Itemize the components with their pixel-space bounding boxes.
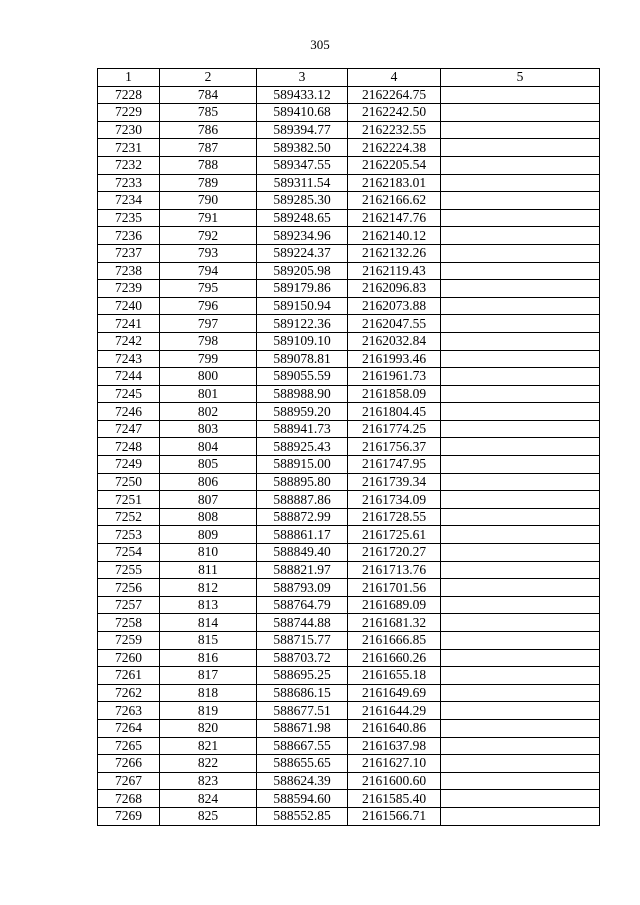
table-cell: 589078.81 xyxy=(257,350,348,368)
table-row xyxy=(98,456,600,474)
table-cell: 2161961.73 xyxy=(348,368,441,386)
table-cell: 7257 xyxy=(98,596,160,614)
table-cell: 7256 xyxy=(98,579,160,597)
table-cell: 2162032.84 xyxy=(348,332,441,350)
table-row xyxy=(98,737,600,755)
table-cell xyxy=(441,174,600,192)
table-row xyxy=(98,385,600,403)
table-cell: 797 xyxy=(160,315,257,333)
table-cell: 589224.37 xyxy=(257,244,348,262)
table-cell: 588655.65 xyxy=(257,755,348,773)
table-cell: 823 xyxy=(160,772,257,790)
table-cell: 589248.65 xyxy=(257,209,348,227)
table-row xyxy=(98,403,600,421)
table-cell: 802 xyxy=(160,403,257,421)
table-cell xyxy=(441,280,600,298)
table-cell: 7229 xyxy=(98,104,160,122)
table-cell: 2162096.83 xyxy=(348,280,441,298)
table-cell: 2162242.50 xyxy=(348,104,441,122)
column-header: 2 xyxy=(160,69,257,87)
table-cell xyxy=(441,244,600,262)
table-cell: 2161637.98 xyxy=(348,737,441,755)
table-row xyxy=(98,139,600,157)
table-cell: 588764.79 xyxy=(257,596,348,614)
table-row xyxy=(98,807,600,825)
table-cell xyxy=(441,632,600,650)
table-cell: 7247 xyxy=(98,420,160,438)
table-cell: 2161739.34 xyxy=(348,473,441,491)
table-cell: 7237 xyxy=(98,244,160,262)
table-cell: 7248 xyxy=(98,438,160,456)
table-cell: 820 xyxy=(160,719,257,737)
table-cell: 7240 xyxy=(98,297,160,315)
table-row xyxy=(98,719,600,737)
table-cell: 588695.25 xyxy=(257,667,348,685)
table-row xyxy=(98,491,600,509)
table-cell: 2162224.38 xyxy=(348,139,441,157)
table-cell xyxy=(441,385,600,403)
table-row xyxy=(98,420,600,438)
table-cell xyxy=(441,790,600,808)
table-cell: 816 xyxy=(160,649,257,667)
table-cell: 7235 xyxy=(98,209,160,227)
table-cell xyxy=(441,491,600,509)
table-cell: 588959.20 xyxy=(257,403,348,421)
table-cell xyxy=(441,104,600,122)
table-cell: 796 xyxy=(160,297,257,315)
table-cell: 588677.51 xyxy=(257,702,348,720)
table-cell: 589234.96 xyxy=(257,227,348,245)
table-cell xyxy=(441,755,600,773)
table-cell: 2161627.10 xyxy=(348,755,441,773)
table-cell: 794 xyxy=(160,262,257,280)
coordinates-table xyxy=(97,68,600,826)
table-cell: 818 xyxy=(160,684,257,702)
table-cell: 803 xyxy=(160,420,257,438)
table-cell xyxy=(441,667,600,685)
table-cell: 7239 xyxy=(98,280,160,298)
table-cell: 7232 xyxy=(98,156,160,174)
table-cell xyxy=(441,473,600,491)
table-cell: 813 xyxy=(160,596,257,614)
table-cell: 806 xyxy=(160,473,257,491)
table-cell: 589179.86 xyxy=(257,280,348,298)
table-cell: 7246 xyxy=(98,403,160,421)
table-cell: 588624.39 xyxy=(257,772,348,790)
table-cell xyxy=(441,209,600,227)
table-cell xyxy=(441,315,600,333)
table-cell: 804 xyxy=(160,438,257,456)
table-cell: 2161660.26 xyxy=(348,649,441,667)
table-row xyxy=(98,790,600,808)
table-cell: 2161566.71 xyxy=(348,807,441,825)
table-row xyxy=(98,156,600,174)
table-cell: 588872.99 xyxy=(257,508,348,526)
table-cell: 2161858.09 xyxy=(348,385,441,403)
column-header: 5 xyxy=(441,69,600,87)
table-cell: 815 xyxy=(160,632,257,650)
table-cell: 589285.30 xyxy=(257,192,348,210)
table-cell: 588552.85 xyxy=(257,807,348,825)
table-row xyxy=(98,684,600,702)
table-cell: 588667.55 xyxy=(257,737,348,755)
table-cell: 588715.77 xyxy=(257,632,348,650)
table-cell xyxy=(441,772,600,790)
table-cell: 7236 xyxy=(98,227,160,245)
table-cell: 7258 xyxy=(98,614,160,632)
table-cell: 2161649.69 xyxy=(348,684,441,702)
table-cell: 589394.77 xyxy=(257,121,348,139)
table-row xyxy=(98,368,600,386)
table-cell: 2161728.55 xyxy=(348,508,441,526)
table-cell: 589410.68 xyxy=(257,104,348,122)
table-row xyxy=(98,614,600,632)
table-cell xyxy=(441,526,600,544)
table-cell: 2162166.62 xyxy=(348,192,441,210)
table-cell: 7245 xyxy=(98,385,160,403)
table-cell: 822 xyxy=(160,755,257,773)
table-cell: 588941.73 xyxy=(257,420,348,438)
table-row xyxy=(98,473,600,491)
table-cell: 7260 xyxy=(98,649,160,667)
table-cell: 786 xyxy=(160,121,257,139)
table-cell: 2161701.56 xyxy=(348,579,441,597)
table-cell: 588703.72 xyxy=(257,649,348,667)
table-cell: 2161600.60 xyxy=(348,772,441,790)
column-header: 1 xyxy=(98,69,160,87)
table-cell: 791 xyxy=(160,209,257,227)
table-cell: 7233 xyxy=(98,174,160,192)
table-cell xyxy=(441,702,600,720)
table-cell xyxy=(441,121,600,139)
table-cell xyxy=(441,649,600,667)
table-row xyxy=(98,667,600,685)
table-cell xyxy=(441,297,600,315)
table-row xyxy=(98,121,600,139)
table-cell: 809 xyxy=(160,526,257,544)
table-cell: 589205.98 xyxy=(257,262,348,280)
table-cell: 589382.50 xyxy=(257,139,348,157)
table-cell: 589433.12 xyxy=(257,86,348,104)
table-cell: 7231 xyxy=(98,139,160,157)
table-cell: 2161993.46 xyxy=(348,350,441,368)
table-cell: 589150.94 xyxy=(257,297,348,315)
table-cell: 805 xyxy=(160,456,257,474)
table-cell: 7250 xyxy=(98,473,160,491)
table-cell: 588686.15 xyxy=(257,684,348,702)
table-row xyxy=(98,332,600,350)
table-cell: 7244 xyxy=(98,368,160,386)
table-cell xyxy=(441,614,600,632)
column-header: 3 xyxy=(257,69,348,87)
table-cell xyxy=(441,561,600,579)
table-cell xyxy=(441,86,600,104)
table-cell: 589311.54 xyxy=(257,174,348,192)
table-cell: 7264 xyxy=(98,719,160,737)
table-cell xyxy=(441,368,600,386)
table-cell xyxy=(441,737,600,755)
table-cell: 819 xyxy=(160,702,257,720)
table-cell xyxy=(441,719,600,737)
table-cell: 825 xyxy=(160,807,257,825)
table-cell: 2162140.12 xyxy=(348,227,441,245)
table-cell: 790 xyxy=(160,192,257,210)
table-row xyxy=(98,702,600,720)
table-cell: 7267 xyxy=(98,772,160,790)
table-cell xyxy=(441,456,600,474)
table-row xyxy=(98,632,600,650)
table-cell: 810 xyxy=(160,544,257,562)
table-cell: 7253 xyxy=(98,526,160,544)
table-cell: 2161713.76 xyxy=(348,561,441,579)
table-cell: 784 xyxy=(160,86,257,104)
table-row xyxy=(98,544,600,562)
table-cell: 812 xyxy=(160,579,257,597)
table-cell xyxy=(441,684,600,702)
table-cell: 795 xyxy=(160,280,257,298)
table-cell: 2161720.27 xyxy=(348,544,441,562)
table-cell: 2162183.01 xyxy=(348,174,441,192)
table-cell xyxy=(441,596,600,614)
table-cell: 7263 xyxy=(98,702,160,720)
table-cell: 807 xyxy=(160,491,257,509)
table-cell xyxy=(441,262,600,280)
table-cell: 7234 xyxy=(98,192,160,210)
table-cell: 7269 xyxy=(98,807,160,825)
table-cell: 824 xyxy=(160,790,257,808)
table-header-row xyxy=(98,69,600,87)
table-cell: 7238 xyxy=(98,262,160,280)
table-cell: 7266 xyxy=(98,755,160,773)
table-row xyxy=(98,86,600,104)
table-row xyxy=(98,526,600,544)
table-row xyxy=(98,755,600,773)
table-cell: 7252 xyxy=(98,508,160,526)
table-row xyxy=(98,438,600,456)
table-cell: 2161804.45 xyxy=(348,403,441,421)
table-cell: 2161689.09 xyxy=(348,596,441,614)
table-cell xyxy=(441,807,600,825)
table-row xyxy=(98,227,600,245)
table-cell: 588849.40 xyxy=(257,544,348,562)
table-row xyxy=(98,350,600,368)
table-cell: 7261 xyxy=(98,667,160,685)
table-cell: 2161747.95 xyxy=(348,456,441,474)
table-cell xyxy=(441,227,600,245)
table-cell: 789 xyxy=(160,174,257,192)
table-cell: 793 xyxy=(160,244,257,262)
table-body xyxy=(98,86,600,825)
table-cell: 2161756.37 xyxy=(348,438,441,456)
page-number: 305 xyxy=(310,37,330,52)
table-cell: 2162073.88 xyxy=(348,297,441,315)
table-cell: 2162232.55 xyxy=(348,121,441,139)
table-cell: 2161655.18 xyxy=(348,667,441,685)
table-cell: 588671.98 xyxy=(257,719,348,737)
table-cell: 7259 xyxy=(98,632,160,650)
table-cell: 2162264.75 xyxy=(348,86,441,104)
table-cell: 801 xyxy=(160,385,257,403)
column-header: 4 xyxy=(348,69,441,87)
table-cell xyxy=(441,139,600,157)
table-cell: 798 xyxy=(160,332,257,350)
table-cell: 2162047.55 xyxy=(348,315,441,333)
table-cell xyxy=(441,438,600,456)
table-cell: 821 xyxy=(160,737,257,755)
table-cell: 589055.59 xyxy=(257,368,348,386)
table-cell: 2161681.32 xyxy=(348,614,441,632)
table-cell xyxy=(441,420,600,438)
table-row xyxy=(98,209,600,227)
table-cell: 808 xyxy=(160,508,257,526)
table-cell: 7242 xyxy=(98,332,160,350)
table-cell: 588887.86 xyxy=(257,491,348,509)
table-cell: 787 xyxy=(160,139,257,157)
table-row xyxy=(98,280,600,298)
table-cell: 7228 xyxy=(98,86,160,104)
table-cell: 588821.97 xyxy=(257,561,348,579)
table-cell xyxy=(441,403,600,421)
table-cell: 589109.10 xyxy=(257,332,348,350)
table-row xyxy=(98,262,600,280)
table-cell: 2161585.40 xyxy=(348,790,441,808)
table-cell: 7255 xyxy=(98,561,160,579)
table-row xyxy=(98,772,600,790)
table-cell xyxy=(441,544,600,562)
table-cell: 589122.36 xyxy=(257,315,348,333)
table-cell: 588925.43 xyxy=(257,438,348,456)
table-cell xyxy=(441,332,600,350)
table-row xyxy=(98,174,600,192)
table-cell: 2161644.29 xyxy=(348,702,441,720)
table-cell xyxy=(441,579,600,597)
table-cell: 792 xyxy=(160,227,257,245)
table-cell: 588861.17 xyxy=(257,526,348,544)
table-cell: 7254 xyxy=(98,544,160,562)
table-cell: 785 xyxy=(160,104,257,122)
table-row xyxy=(98,192,600,210)
table-cell xyxy=(441,350,600,368)
table-cell: 2161725.61 xyxy=(348,526,441,544)
table-cell: 2162205.54 xyxy=(348,156,441,174)
table-row xyxy=(98,315,600,333)
table-cell: 588915.00 xyxy=(257,456,348,474)
table-row xyxy=(98,579,600,597)
table-cell xyxy=(441,192,600,210)
table-cell: 2161734.09 xyxy=(348,491,441,509)
table-cell: 799 xyxy=(160,350,257,368)
table-cell: 588988.90 xyxy=(257,385,348,403)
table-cell: 7249 xyxy=(98,456,160,474)
table-cell: 817 xyxy=(160,667,257,685)
table-cell: 814 xyxy=(160,614,257,632)
table-cell: 7265 xyxy=(98,737,160,755)
table-row xyxy=(98,508,600,526)
table-cell: 788 xyxy=(160,156,257,174)
table-row xyxy=(98,297,600,315)
table-cell: 811 xyxy=(160,561,257,579)
table-cell: 588744.88 xyxy=(257,614,348,632)
table-cell: 7230 xyxy=(98,121,160,139)
table-cell: 800 xyxy=(160,368,257,386)
table-cell: 7241 xyxy=(98,315,160,333)
table-cell: 7262 xyxy=(98,684,160,702)
table-cell: 2162132.26 xyxy=(348,244,441,262)
table-cell: 7268 xyxy=(98,790,160,808)
table-cell: 7251 xyxy=(98,491,160,509)
table-cell: 2161774.25 xyxy=(348,420,441,438)
table-cell: 589347.55 xyxy=(257,156,348,174)
table-cell: 7243 xyxy=(98,350,160,368)
table-cell xyxy=(441,508,600,526)
table-row xyxy=(98,244,600,262)
table-cell: 2162119.43 xyxy=(348,262,441,280)
table-cell xyxy=(441,156,600,174)
table-cell: 588793.09 xyxy=(257,579,348,597)
table-row xyxy=(98,596,600,614)
table-cell: 588594.60 xyxy=(257,790,348,808)
table-row xyxy=(98,104,600,122)
table-row xyxy=(98,649,600,667)
table-cell: 2162147.76 xyxy=(348,209,441,227)
table-cell: 2161666.85 xyxy=(348,632,441,650)
table-cell: 2161640.86 xyxy=(348,719,441,737)
table-row xyxy=(98,561,600,579)
table-cell: 588895.80 xyxy=(257,473,348,491)
